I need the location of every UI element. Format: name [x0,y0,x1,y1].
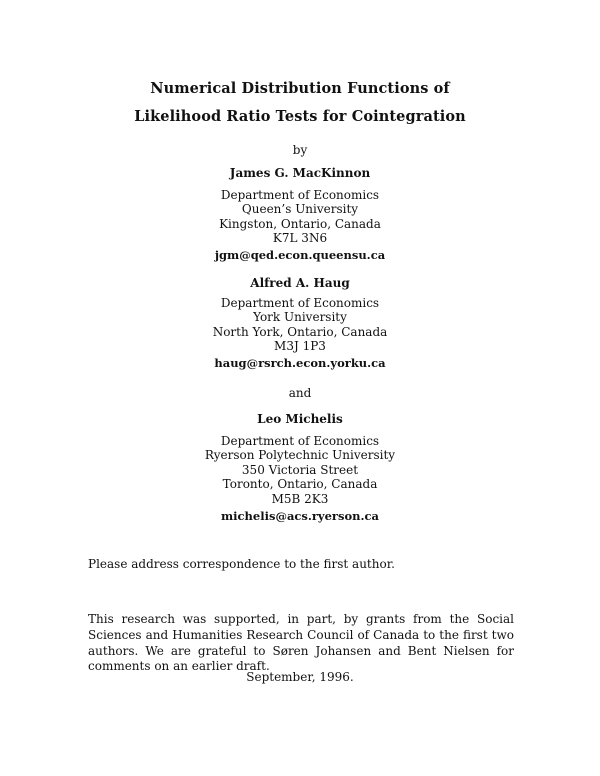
affiliation-line: North York, Ontario, Canada [212,324,388,339]
author-email-1: jgm@qed.econ.queensu.ca [214,248,386,262]
author-email-3: michelis@acs.ryerson.ca [221,509,379,523]
affiliation-line: Queen’s University [241,202,359,217]
affiliation-line: Ryerson Polytechnic University [204,448,396,463]
and-label: and [288,386,312,400]
affiliation-line: Department of Economics [220,296,380,310]
author-affiliation-2 [0,296,600,354]
paper-title-line-2: Likelihood Ratio Tests for Cointegration [134,108,466,125]
affiliation-line: Toronto, Ontario, Canada [222,477,378,492]
author-email-2: haug@rsrch.econ.yorku.ca [214,356,386,370]
affiliation-line: Department of Economics [220,434,380,448]
by-label: by [292,143,308,157]
author-name-1: James G. MacKinnon [229,166,371,180]
acknowledgement-paragraph: This research was supported, in part, by grants from the Social Sciences and Humanities Research Council of Canada to the first two authors. We are grateful to Søren Johansen and Bent Nielsen for comments on an earlier draft. [88,612,514,674]
affiliation-line: Kingston, Ontario, Canada [219,216,381,231]
paper-title-line-1: Numerical Distribution Functions of [150,80,450,97]
affiliation-line: M5B 2K3 [271,491,329,506]
affiliation-line: M3J 1P3 [274,339,326,354]
affiliation-line: York University [253,310,347,325]
correspondence-note: Please address correspondence to the first author. [88,557,395,571]
affiliation-line: Department of Economics [220,188,380,202]
author-name-3: Leo Michelis [257,412,343,426]
affiliation-line: K7L 3N6 [272,231,328,246]
publication-date: September, 1996. [246,670,354,684]
author-affiliation-3 [0,434,600,506]
author-name-2: Alfred A. Haug [250,276,350,290]
author-affiliation-1 [0,188,600,246]
affiliation-line: 350 Victoria Street [241,462,359,477]
